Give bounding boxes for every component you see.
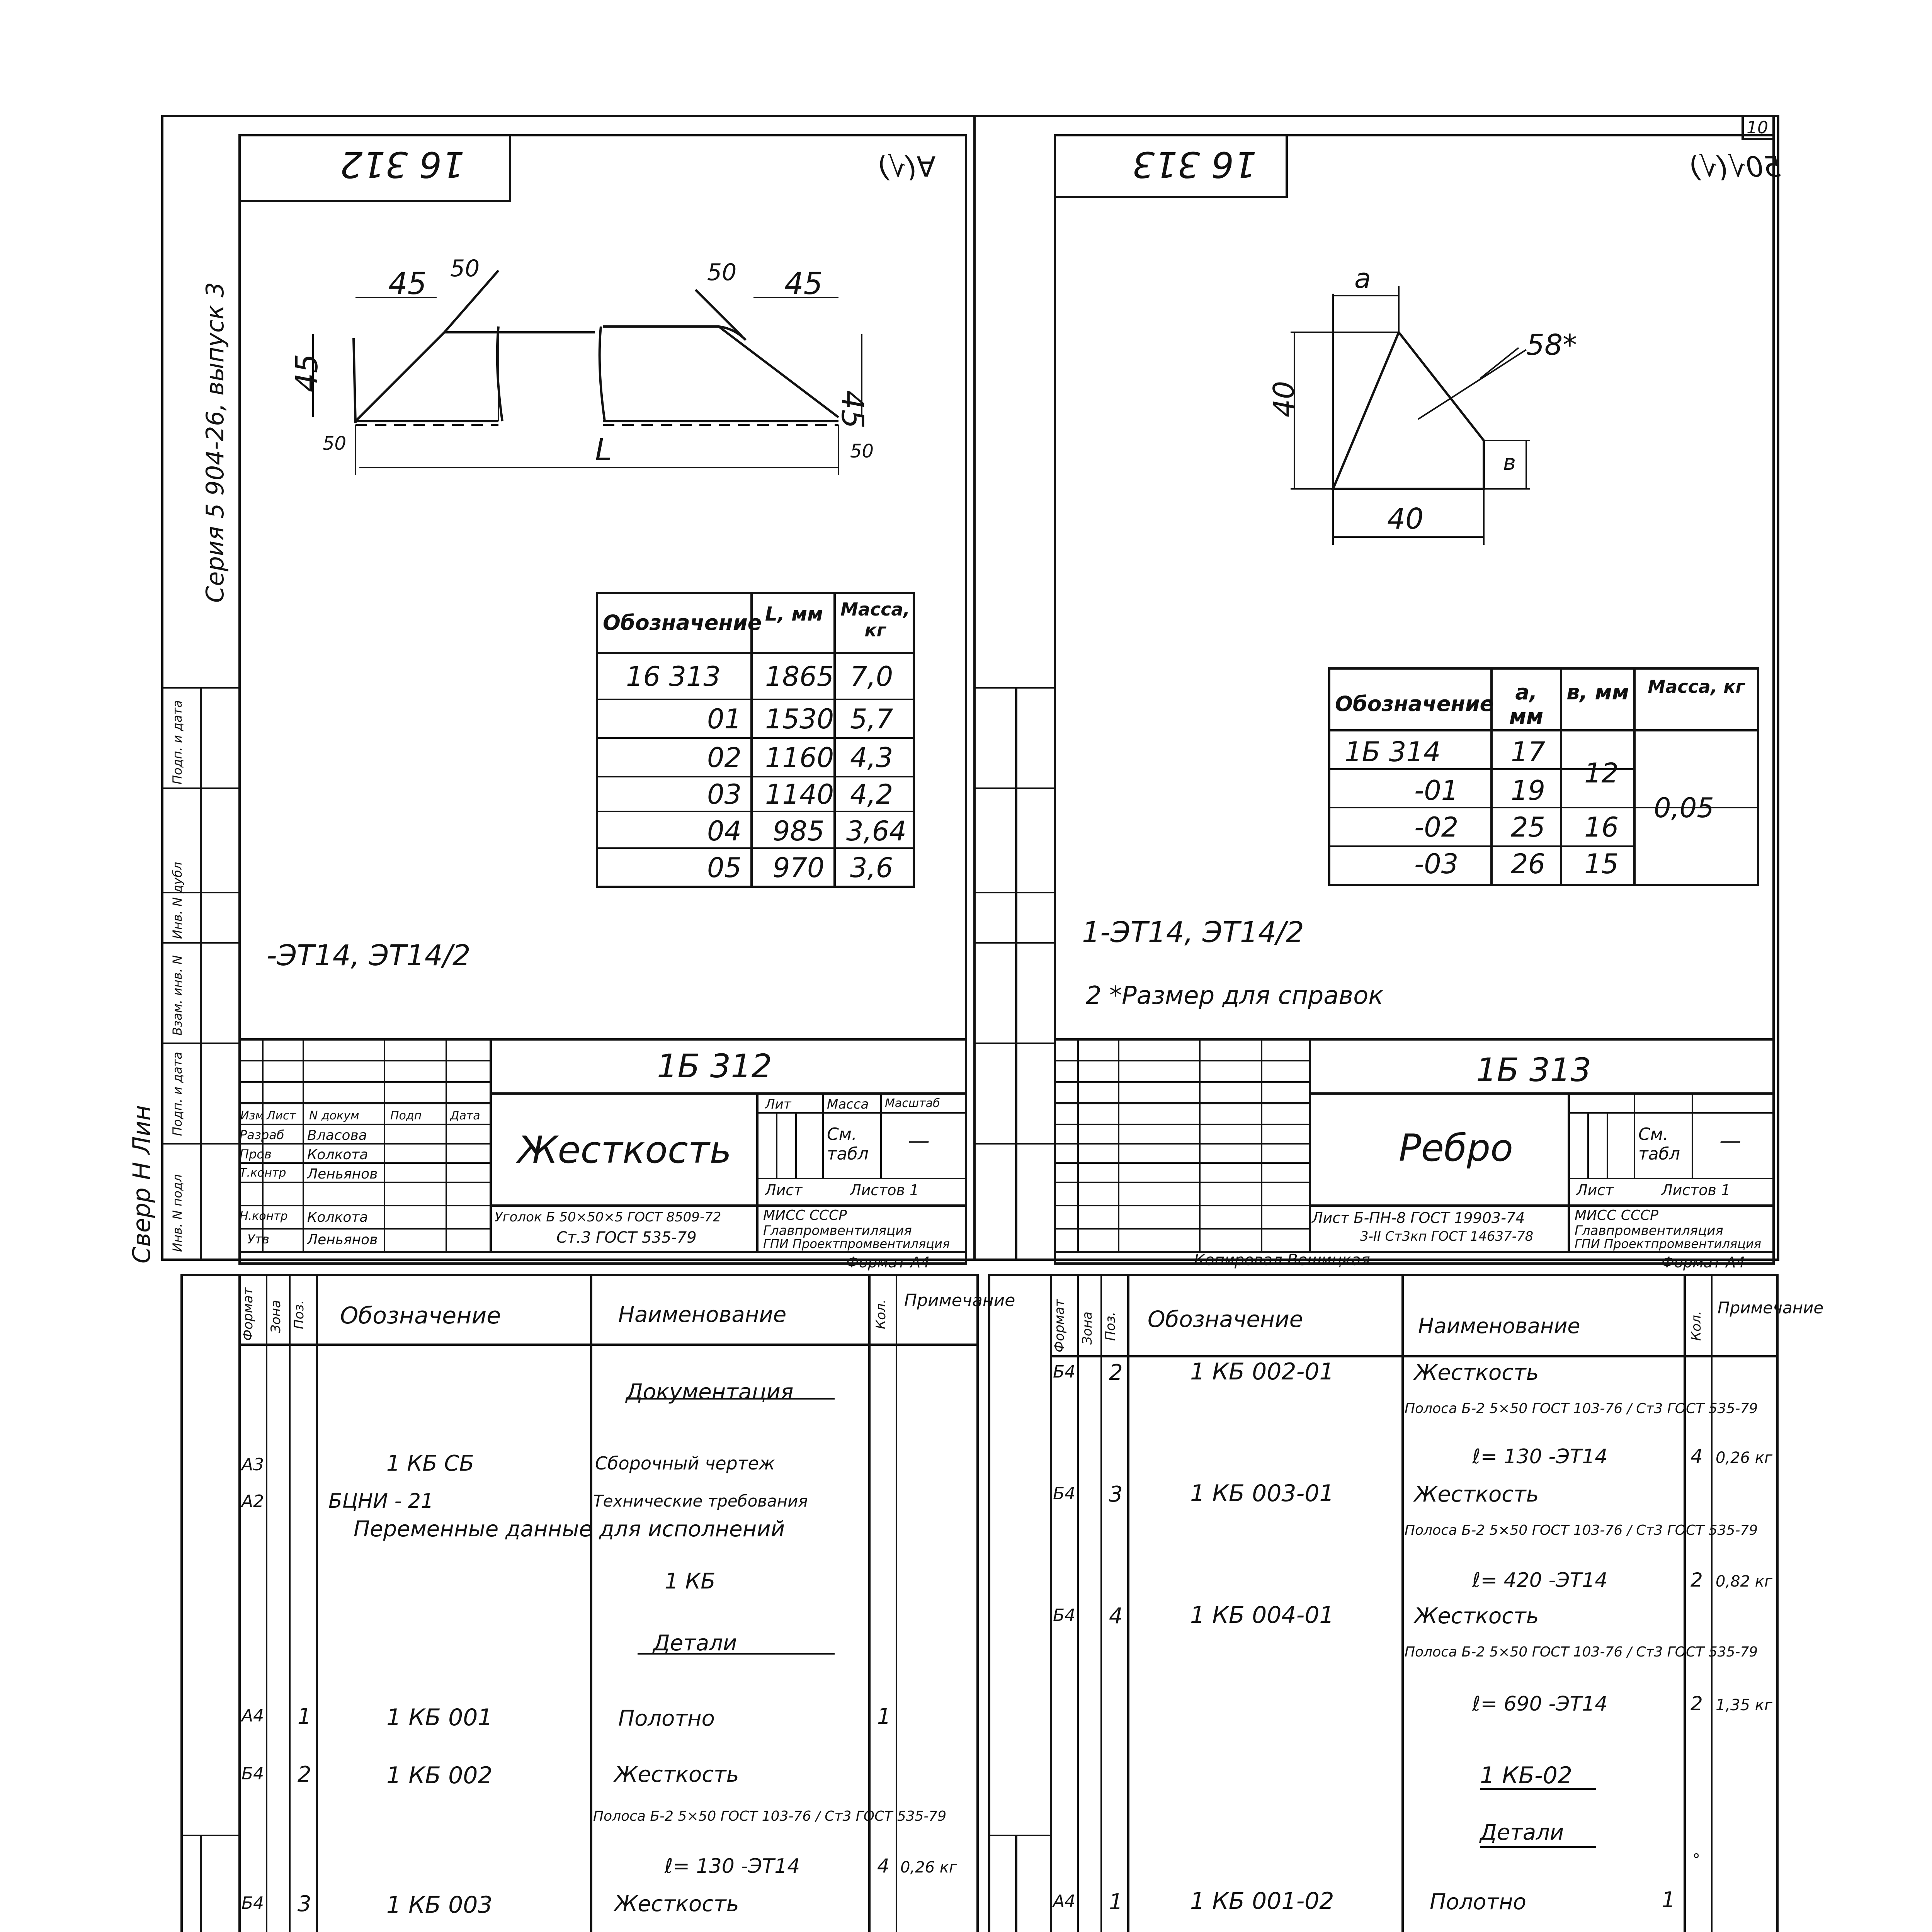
list-item-code: 1 КБ 002 bbox=[386, 1762, 493, 1789]
roughness-symbol: 50√(√) bbox=[1689, 151, 1781, 183]
dim-label: 45 bbox=[388, 267, 427, 301]
list-item-length: ℓ= 130 -ЭТ14 bbox=[665, 1855, 800, 1878]
sig-person: Леньянов bbox=[307, 1166, 378, 1182]
sheet-b-title-name: Ребро bbox=[1399, 1126, 1513, 1170]
material-line: Уголок Б 50×50×5 ГОСТ 8509-72 bbox=[495, 1209, 721, 1225]
org-line: ГПИ Проектпромвентиляция bbox=[763, 1236, 950, 1251]
list-item-length: ℓ= 130 -ЭТ14 bbox=[1472, 1445, 1608, 1468]
list-item-qty: 1 bbox=[1662, 1888, 1675, 1913]
list-item-code: 1 КБ 003-01 bbox=[1190, 1480, 1334, 1507]
sheet-b-code: 16 313 bbox=[1132, 144, 1257, 185]
col-header: Кол. bbox=[1689, 1311, 1704, 1341]
list-item-format: А4 bbox=[1053, 1891, 1076, 1911]
list-item-material: Полоса Б-2 5×50 ГОСТ 103-76 / Ст3 ГОСТ 535-79 bbox=[593, 1808, 947, 1824]
list-item-name: Жесткость bbox=[614, 1891, 739, 1917]
list-item-format: Б4 bbox=[1053, 1484, 1076, 1503]
list-item-format: Б4 bbox=[1053, 1605, 1076, 1625]
margin-label: Подп. и дата bbox=[170, 1052, 185, 1136]
list-item-note: 1,35 кг bbox=[1716, 1696, 1772, 1714]
list-item-name: Жесткость bbox=[614, 1762, 739, 1787]
sig-header: Дата bbox=[450, 1109, 480, 1122]
table-cell: 25 bbox=[1511, 811, 1546, 843]
mass-value: См. табл bbox=[1638, 1124, 1680, 1164]
sig-role: Пров bbox=[240, 1147, 272, 1162]
sheet-a-title-code: 1Б 312 bbox=[657, 1047, 772, 1085]
col-header: Поз. bbox=[1103, 1311, 1118, 1341]
list-item-code: 1 КБ СБ bbox=[386, 1451, 474, 1476]
table-cell: 0,05 bbox=[1654, 792, 1714, 824]
series-label: Серия 5 904-26, выпуск 3 bbox=[201, 282, 229, 603]
dim-label: 50 bbox=[450, 255, 480, 282]
margin-label: Инв. N дубл bbox=[170, 862, 185, 939]
list-item-code: БЦНИ - 21 bbox=[328, 1490, 434, 1513]
table-header: а, мм bbox=[1509, 680, 1544, 729]
list-item-qty: 1 bbox=[877, 1704, 891, 1729]
sheet-a-title-name: Жесткость bbox=[518, 1128, 732, 1172]
org-line: Главпромвентиляция bbox=[763, 1223, 912, 1238]
dim-label: 40 bbox=[1387, 502, 1424, 536]
list-item-qty: 4 bbox=[1690, 1445, 1703, 1468]
dim-label: 40 bbox=[1267, 381, 1301, 417]
sig-role: Разраб bbox=[240, 1128, 284, 1142]
table-cell: 5,7 bbox=[850, 703, 893, 735]
lit-label: Лит bbox=[765, 1097, 791, 1112]
roughness-symbol: ∀(√) bbox=[877, 151, 936, 183]
col-header: Наименование bbox=[1418, 1314, 1580, 1338]
list-item-pos: 3 bbox=[298, 1891, 311, 1917]
list-item-code: 1 КБ 004-01 bbox=[1190, 1602, 1334, 1629]
sig-person: Власова bbox=[307, 1128, 367, 1143]
org-line: МИСС СССР bbox=[763, 1208, 847, 1223]
table-header: Обозначение bbox=[1335, 692, 1494, 716]
col-header: Зона bbox=[268, 1300, 284, 1333]
list-item-pos: 3 bbox=[1109, 1482, 1123, 1507]
table-cell: 970 bbox=[773, 852, 825, 884]
table-header: L, мм bbox=[765, 603, 823, 625]
col-header: Кол. bbox=[873, 1299, 889, 1329]
list-item-format: Б4 bbox=[242, 1893, 264, 1913]
sheet-b-note: 2 *Размер для справок bbox=[1086, 981, 1383, 1010]
format-label: Формат А4 bbox=[846, 1254, 930, 1271]
table-cell: 4,2 bbox=[850, 779, 893, 810]
list-item-note: 0,26 кг bbox=[1716, 1449, 1772, 1467]
list-item-format: А4 bbox=[242, 1706, 264, 1726]
list-item-caption: Переменные данные для исполнений bbox=[354, 1517, 785, 1542]
table-cell: -03 bbox=[1414, 848, 1459, 880]
list-item-format: А3 bbox=[242, 1455, 264, 1475]
list-item: Документация bbox=[626, 1379, 794, 1405]
list-item-code: 1 КБ 002-01 bbox=[1190, 1358, 1334, 1385]
list-item: 1 КБ bbox=[665, 1569, 716, 1594]
list-item: 1 КБ-02 bbox=[1480, 1762, 1573, 1789]
list-item-length: ℓ= 420 -ЭТ14 bbox=[1472, 1569, 1608, 1592]
col-header: Зона bbox=[1080, 1311, 1095, 1345]
sig-person: Колкота bbox=[307, 1147, 368, 1163]
sig-header: Лист bbox=[267, 1109, 296, 1122]
table-cell: -02 bbox=[1414, 811, 1459, 843]
list-item-pos: 1 bbox=[1109, 1889, 1123, 1915]
table-header: Обозначение bbox=[603, 611, 762, 635]
sig-header: Подп bbox=[390, 1109, 422, 1122]
copied-by: Копировал Вешицкая bbox=[1194, 1251, 1370, 1269]
org-line: ГПИ Проектпромвентиляция bbox=[1575, 1236, 1761, 1251]
table-cell: 1865 bbox=[765, 661, 834, 692]
table-cell: 12 bbox=[1584, 757, 1619, 789]
table-header: в, мм bbox=[1566, 680, 1629, 704]
table-cell: 19 bbox=[1511, 775, 1546, 806]
table-cell: 985 bbox=[773, 815, 825, 847]
table-cell: 1530 bbox=[765, 703, 834, 735]
dim-label: 50 bbox=[323, 433, 347, 454]
sheet-b-title-code: 1Б 313 bbox=[1476, 1051, 1592, 1089]
list-item-name: Технические требования bbox=[593, 1492, 808, 1510]
table-cell: 16 313 bbox=[626, 661, 721, 692]
dim-label-angle: 58* bbox=[1526, 328, 1577, 362]
sheet-b-note: 1-ЭТ14, ЭТ14/2 bbox=[1082, 916, 1304, 949]
dim-label: 45 bbox=[784, 267, 823, 301]
sig-role: Т.контр bbox=[240, 1166, 286, 1180]
list-item-code: 1 КБ 003 bbox=[386, 1891, 493, 1918]
dim-label-l: L bbox=[595, 433, 612, 468]
sig-header: Изм bbox=[240, 1109, 264, 1122]
table-header: Масса, кг bbox=[840, 599, 910, 641]
list-item-qty: 4 bbox=[877, 1855, 889, 1877]
table-cell: 7,0 bbox=[850, 661, 893, 692]
dim-label: 45 bbox=[835, 390, 869, 429]
col-header: Наименование bbox=[618, 1302, 787, 1327]
side-note: Сверр Н Лин bbox=[128, 1105, 156, 1264]
org-line: Главпромвентиляция bbox=[1575, 1223, 1723, 1238]
table-cell: 16 bbox=[1584, 811, 1619, 843]
table-cell: 03 bbox=[707, 779, 742, 810]
list-item-name: Полотно bbox=[1430, 1889, 1526, 1915]
sheet-a-note: -ЭТ14, ЭТ14/2 bbox=[267, 939, 471, 972]
list-item-pos: 4 bbox=[1109, 1604, 1123, 1629]
table-cell: 3,64 bbox=[846, 815, 906, 847]
list-item-name: Сборочный чертеж bbox=[595, 1453, 775, 1474]
list-item-code: 1 КБ 001-02 bbox=[1190, 1888, 1334, 1915]
scale-value: — bbox=[1719, 1128, 1741, 1153]
list-item-note: 0,26 кг bbox=[900, 1859, 957, 1876]
sheet-label: Лист bbox=[765, 1182, 803, 1199]
dim-label-a: a bbox=[1354, 263, 1371, 294]
list-item-pos: 2 bbox=[1109, 1360, 1123, 1385]
table-cell: 15 bbox=[1584, 848, 1619, 880]
mass-value: См. табл bbox=[827, 1124, 869, 1164]
list-item-code: 1 КБ 001 bbox=[386, 1704, 493, 1731]
list-item-mark: ° bbox=[1692, 1851, 1700, 1869]
list-item-material: Полоса Б-2 5×50 ГОСТ 103-76 / Ст3 ГОСТ 535-79 bbox=[1405, 1644, 1758, 1660]
mass-label: Масса bbox=[827, 1097, 869, 1112]
table-cell: 1160 bbox=[765, 742, 834, 774]
table-cell: 17 bbox=[1511, 736, 1546, 768]
list-item-name: Жесткость bbox=[1414, 1482, 1539, 1507]
table-cell: 3,6 bbox=[850, 852, 893, 884]
table-cell: 05 bbox=[707, 852, 742, 884]
scale-label: Масштаб bbox=[885, 1097, 940, 1110]
material-line: Ст.3 ГОСТ 535-79 bbox=[556, 1229, 697, 1247]
dim-label: 50 bbox=[707, 259, 737, 286]
col-header: Формат bbox=[1052, 1299, 1067, 1352]
table-cell: 26 bbox=[1511, 848, 1546, 880]
scale-value: — bbox=[908, 1128, 930, 1153]
list-item-note: 0,82 кг bbox=[1716, 1573, 1772, 1590]
table-cell: 1140 bbox=[765, 779, 834, 810]
sheets-label: Листов 1 bbox=[850, 1182, 919, 1199]
list-item-pos: 2 bbox=[298, 1762, 311, 1787]
list-item: Детали bbox=[653, 1631, 737, 1656]
list-item: Детали bbox=[1480, 1820, 1564, 1845]
table-header: Масса, кг bbox=[1648, 676, 1745, 697]
page-number: 10 bbox=[1747, 118, 1768, 138]
margin-label: Подп. и дата bbox=[170, 700, 185, 784]
list-item-material: Полоса Б-2 5×50 ГОСТ 103-76 / Ст3 ГОСТ 535-79 bbox=[1405, 1522, 1758, 1538]
list-item-qty: 2 bbox=[1690, 1569, 1703, 1591]
col-header: Обозначение bbox=[1148, 1306, 1303, 1332]
material-line: 3-II Ст3кп ГОСТ 14637-78 bbox=[1360, 1229, 1534, 1244]
col-header: Примечание bbox=[1718, 1298, 1824, 1317]
margin-label: Инв. N подл bbox=[170, 1174, 185, 1252]
dim-label: 45 bbox=[290, 354, 325, 392]
list-item-name: Жесткость bbox=[1414, 1360, 1539, 1385]
sheets-label: Листов 1 bbox=[1662, 1182, 1731, 1199]
sig-person: Леньянов bbox=[307, 1232, 378, 1248]
table-cell: 01 bbox=[707, 703, 742, 735]
list-item-name: Жесткость bbox=[1414, 1604, 1539, 1629]
table-cell: 02 bbox=[707, 742, 742, 774]
sig-header: N докум bbox=[309, 1109, 359, 1122]
sig-role: Утв bbox=[247, 1232, 269, 1247]
list-item-format: А2 bbox=[242, 1492, 264, 1511]
org-line: МИСС СССР bbox=[1575, 1208, 1658, 1223]
list-item-format: Б4 bbox=[1053, 1362, 1076, 1382]
dim-label: 50 bbox=[850, 440, 874, 462]
sheet-label: Лист bbox=[1577, 1182, 1614, 1199]
sheet-a-code: 16 312 bbox=[340, 144, 464, 185]
margin-label: Взам. инв. N bbox=[170, 955, 185, 1036]
sig-person: Колкота bbox=[307, 1209, 368, 1225]
table-cell: -01 bbox=[1414, 775, 1459, 806]
col-header: Примечание bbox=[904, 1291, 1015, 1310]
list-item-material: Полоса Б-2 5×50 ГОСТ 103-76 / Ст3 ГОСТ 535-79 bbox=[1405, 1401, 1758, 1417]
dim-label-b: в bbox=[1503, 450, 1516, 475]
sig-role: Н.контр bbox=[240, 1209, 288, 1223]
table-cell: 04 bbox=[707, 815, 742, 847]
table-cell: 1Б 314 bbox=[1345, 736, 1441, 768]
list-item-length: ℓ= 690 -ЭТ14 bbox=[1472, 1692, 1608, 1716]
col-header: Поз. bbox=[291, 1300, 307, 1329]
list-item-format: Б4 bbox=[242, 1764, 264, 1784]
material-line: Лист Б-ПН-8 ГОСТ 19903-74 bbox=[1312, 1209, 1525, 1226]
list-item-pos: 1 bbox=[298, 1704, 311, 1729]
table-cell: 4,3 bbox=[850, 742, 893, 774]
list-item-name: Полотно bbox=[618, 1706, 715, 1731]
list-item-qty: 2 bbox=[1690, 1692, 1703, 1715]
col-header: Обозначение bbox=[340, 1302, 501, 1329]
format-label: Формат А4 bbox=[1662, 1254, 1745, 1271]
col-header: Формат bbox=[240, 1287, 256, 1341]
